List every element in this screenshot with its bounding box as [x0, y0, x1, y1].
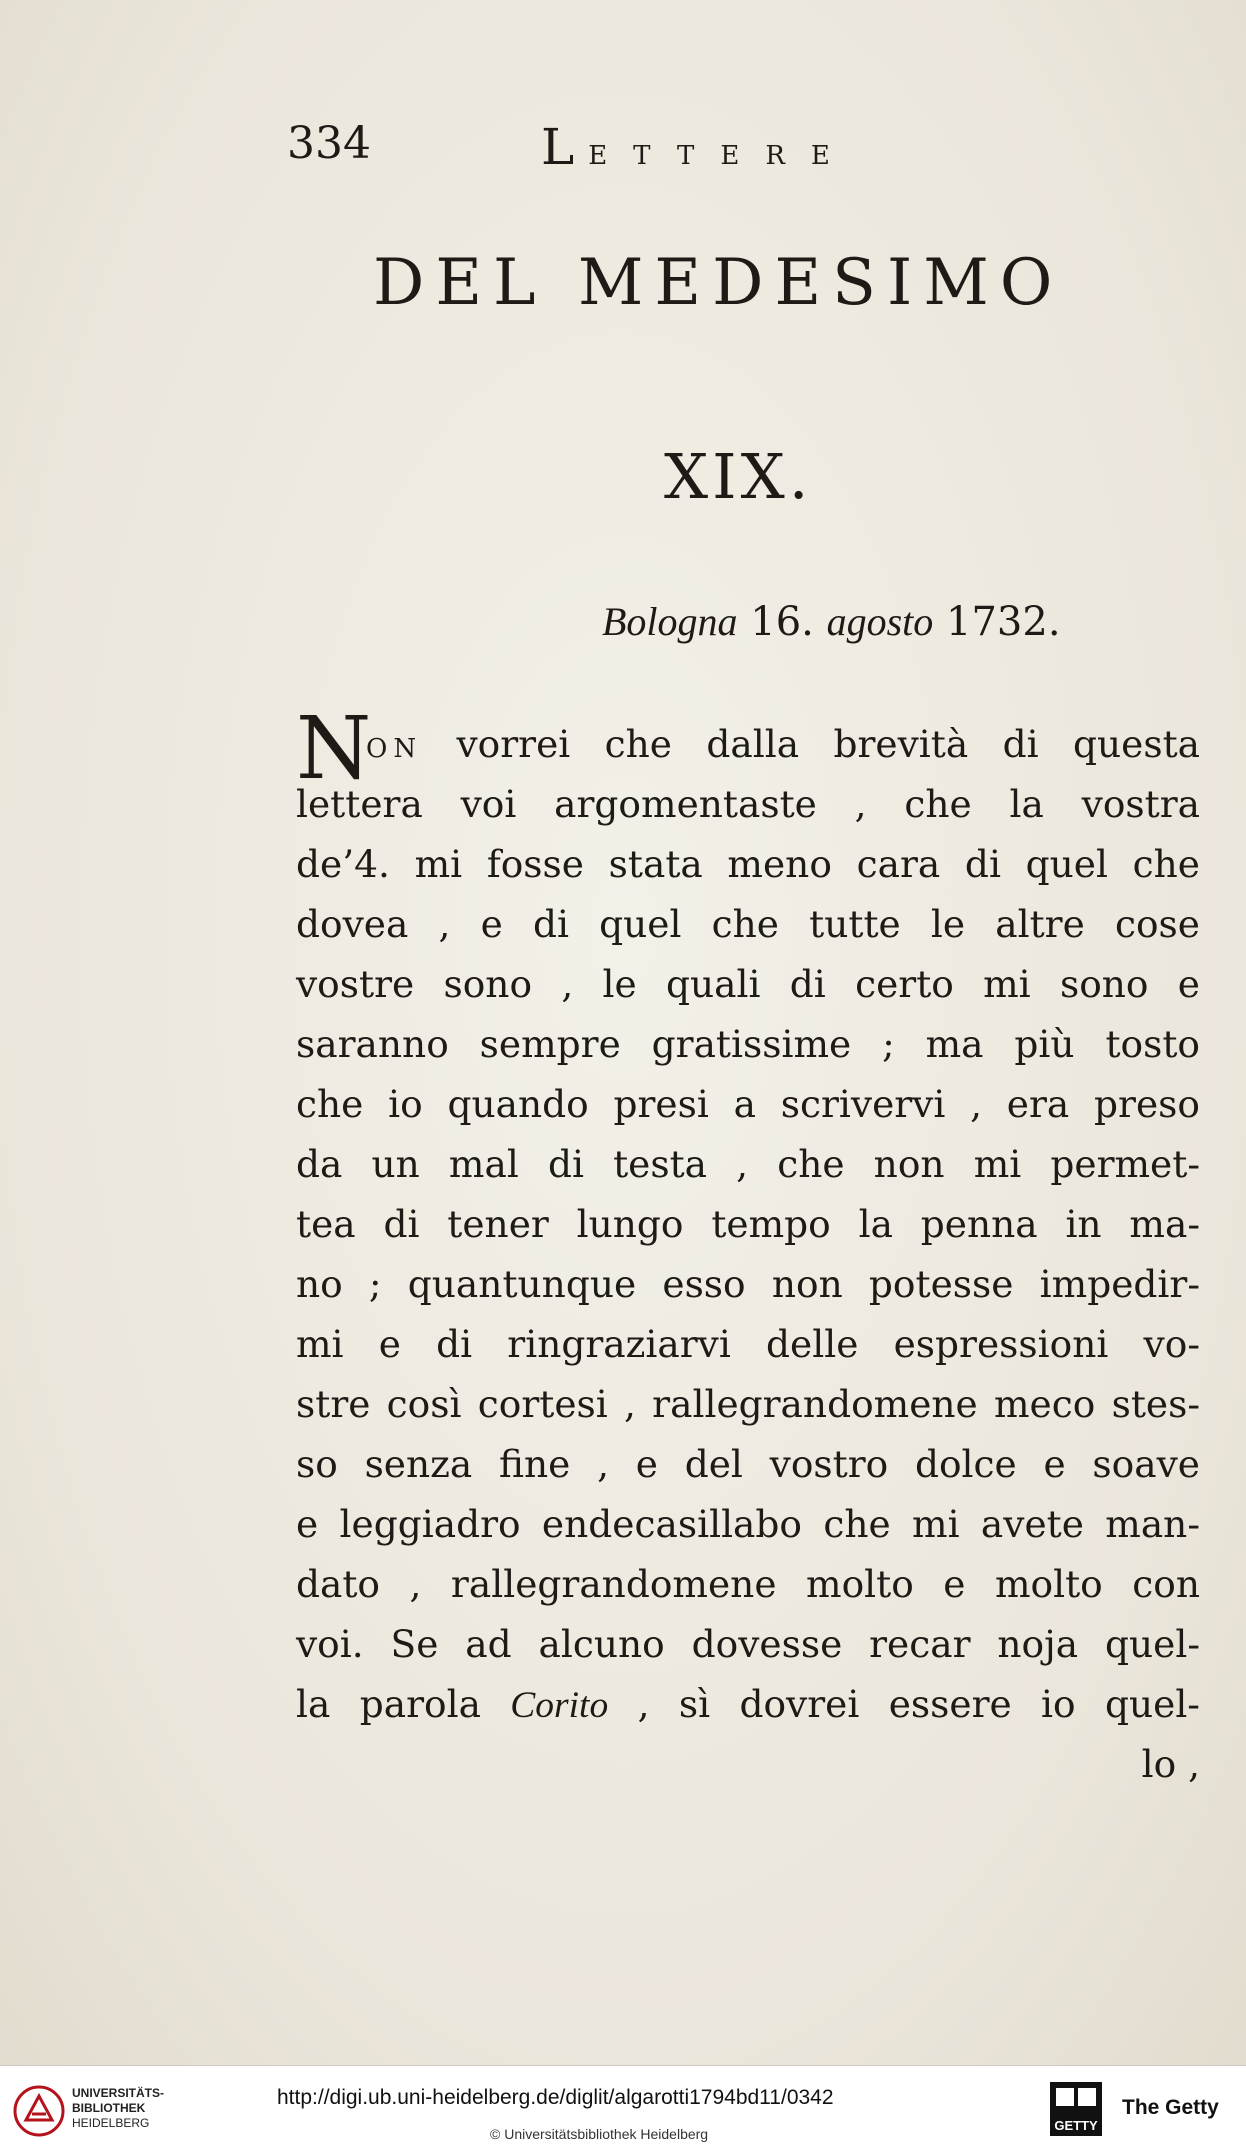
body-line: stre così cortesi , rallegrandomene meco stes-	[296, 1382, 1200, 1426]
body-line: tea di tener lungo tempo la penna in ma-	[296, 1202, 1200, 1246]
body-line: che io quando presi a scrivervi , era preso	[296, 1082, 1200, 1126]
catchword: lo ,	[1141, 1742, 1200, 1786]
library-line: HEIDELBERG	[72, 2116, 150, 2130]
dateline-year: 1732.	[946, 599, 1061, 645]
dateline-place: Bologna	[602, 599, 738, 644]
body-line: de’4. mi fosse stata meno cara di quel che	[296, 842, 1200, 886]
permalink-url[interactable]: http://digi.ub.uni-heidelberg.de/diglit/algarotti1794bd11/0342	[277, 2086, 834, 2109]
body-line	[366, 722, 1200, 766]
drop-initial: N	[296, 699, 372, 799]
running-head	[541, 118, 856, 176]
body-line: dato , rallegrandomene molto e molto con	[296, 1562, 1200, 1606]
university-library-logo-icon	[12, 2084, 66, 2138]
body-line: da un mal di testa , che non mi permet-	[296, 1142, 1200, 1186]
body-line: lettera voi argomentaste , che la vostra	[296, 782, 1200, 826]
body-line: voi. Se ad alcuno dovesse recar noja quel-	[296, 1622, 1200, 1666]
dateline-day: 16.	[750, 599, 814, 645]
running-head-rest: ETTERE	[588, 141, 856, 171]
body-line: e leggiadro endecasillabo che mi avete man-	[296, 1502, 1200, 1546]
library-name	[72, 2086, 164, 2131]
page-number: 334	[287, 118, 371, 169]
body-line: mi e di ringraziarvi delle espressioni vo-	[296, 1322, 1200, 1366]
italic-word: Corito	[510, 1685, 609, 1726]
copyright-notice: © Universitätsbibliothek Heidelberg	[490, 2126, 709, 2142]
body-line: vostre sono , le quali di certo mi sono e	[296, 962, 1200, 1006]
viewer-footer	[0, 2065, 1246, 2156]
body-line	[296, 1682, 1200, 1727]
dateline	[602, 598, 1061, 645]
page-title: DEL MEDESIMO	[373, 246, 1064, 320]
body-line: so senza fine , e del vostro dolce e soave	[296, 1442, 1200, 1486]
body-line: no ; quantunque esso non potesse impedir-	[296, 1262, 1200, 1306]
getty-logo-text: GETTY	[1054, 2118, 1098, 2133]
small-caps: ON	[366, 734, 423, 764]
letter-number: XIX.	[664, 440, 813, 513]
running-head-initial: L	[541, 118, 575, 176]
sponsor-name[interactable]: The Getty	[1122, 2096, 1219, 2119]
body-line: dovea , e di quel che tutte le altre cose	[296, 902, 1200, 946]
first-line-text: vorrei che dalla brevità di questa	[422, 722, 1200, 766]
line-text: la parola	[296, 1682, 511, 1726]
getty-logo-icon	[1048, 2080, 1104, 2138]
dateline-month: agosto	[826, 599, 934, 644]
body-line: saranno sempre gratissime ; ma più tosto	[296, 1022, 1200, 1066]
line-text: , sì dovrei essere io quel-	[608, 1682, 1200, 1726]
library-line: UNIVERSITÄTS-	[72, 2086, 165, 2100]
library-line: BIBLIOTHEK	[72, 2101, 146, 2115]
